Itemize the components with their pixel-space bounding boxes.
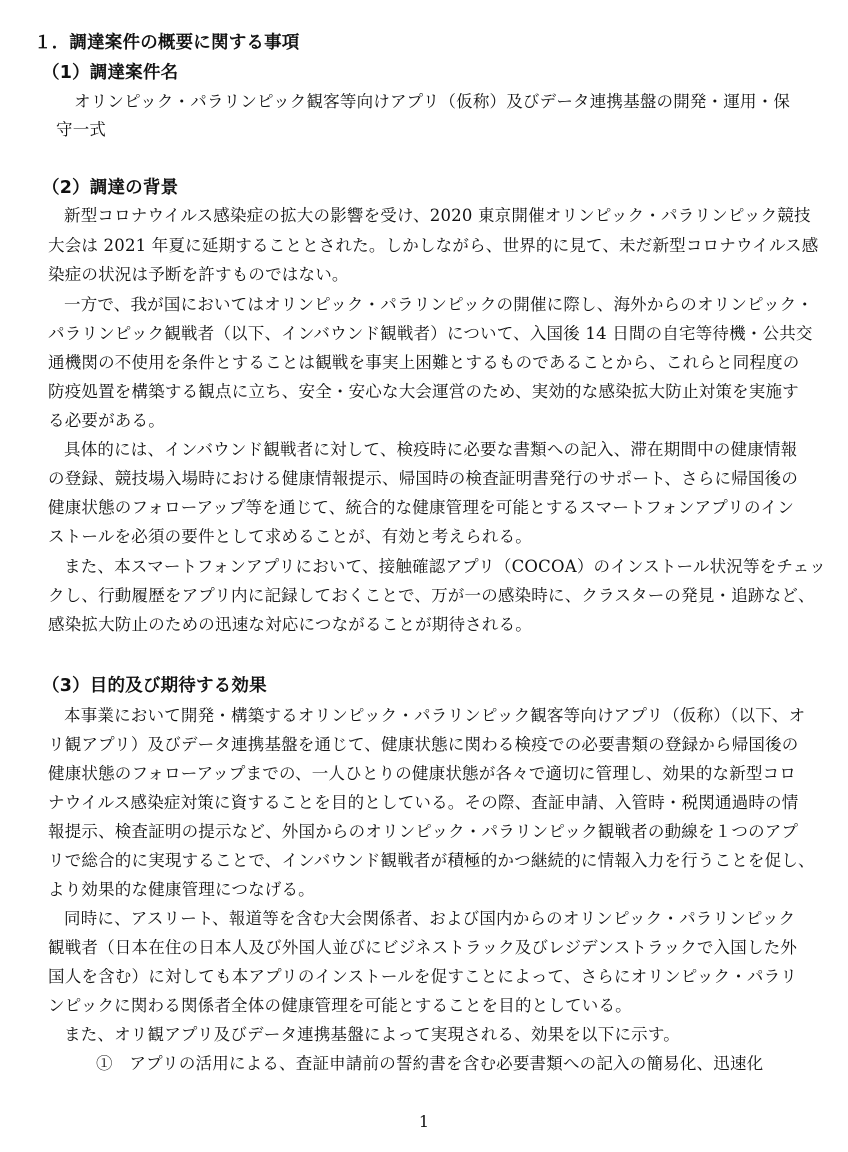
paragraph-line: また、本スマートフォンアプリにおいて、接触確認アプリ（COCOA）のインストール状況等をチェッ — [64, 557, 826, 576]
paragraph-line: 国人を含む）に対しても本アプリのインストールを促すことによって、さらにオリンピック・パラリ — [48, 967, 798, 986]
subsection-3-title: （3）目的及び期待する効果 — [42, 676, 267, 696]
paragraph-line: 染症の状況は予断を許すものではない。 — [48, 265, 349, 284]
paragraph-line: オリンピック・パラリンピック観客等向けアプリ（仮称）及びデータ連携基盤の開発・運用・保 — [74, 92, 791, 111]
paragraph-line: 守一式 — [56, 120, 107, 139]
paragraph-line: 健康状態のフォローアップまでの、一人ひとりの健康状態が各々で適切に管理し、効果的な新型コロ — [48, 764, 797, 783]
paragraph-line: 新型コロナウイルス感染症の拡大の影響を受け、2020 東京開催オリンピック・パラリンピック競技 — [64, 206, 811, 225]
paragraph-line: リで総合的に実現することで、インバウンド観戦者が積極的かつ継続的に情報入力を行うことを促し、 — [48, 851, 815, 870]
paragraph-line: パラリンピック観戦者（以下、インバウンド観戦者）について、入国後 14 日間の自宅等待機・公共交 — [48, 324, 813, 343]
paragraph-line: 防疫処置を構築する観点に立ち、安全・安心な大会運営のため、実効的な感染拡大防止対策を実施す — [48, 382, 799, 401]
subsection-1-title: （1）調達案件名 — [42, 63, 179, 83]
page-number: 1 — [418, 1112, 430, 1131]
section-1-title: １．調達案件の概要に関する事項 — [34, 33, 300, 53]
paragraph-line: より効果的な健康管理につなげる。 — [48, 880, 315, 899]
paragraph-line: ストールを必須の要件として求めることが、有効と考えられる。 — [48, 527, 532, 546]
paragraph-line: クし、行動履歴をアプリ内に記録しておくことで、万が一の感染時に、クラスターの発見・追跡など、 — [48, 586, 815, 605]
paragraph-line: 通機関の不使用を条件とすることは観戦を事実上困難とするものであることから、これらと同程度の — [48, 353, 800, 372]
paragraph-line: 健康状態のフォローアップ等を通じて、統合的な健康管理を可能とするスマートフォンアプリのイン — [48, 498, 795, 517]
paragraph-line: 具体的には、インバウンド観戦者に対して、検疫時に必要な書類への記入、滞在期間中の健康情報 — [64, 440, 798, 459]
list-item: ① アプリの活用による、査証申請前の誓約書を含む必要書類への記入の簡易化、迅速化 — [96, 1054, 764, 1073]
paragraph-line: の登録、競技場入場時における健康情報提示、帰国時の検査証明書発行のサポート、さらに帰国後の — [48, 469, 799, 488]
subsection-2-title: （2）調達の背景 — [42, 178, 179, 198]
paragraph-line: 本事業において開発・構築するオリンピック・パラリンピック観客等向けアプリ（仮称）（以下、オ — [64, 706, 806, 725]
paragraph-line: る必要がある。 — [48, 411, 165, 430]
paragraph-line: ンピックに関わる関係者全体の健康管理を可能とすることを目的としている。 — [48, 996, 632, 1015]
paragraph-line: ナウイルス感染症対策に資することを目的としている。その際、査証申請、入管時・税関通過時の情 — [48, 793, 799, 812]
paragraph-line: 大会は 2021 年夏に延期することとされた。しかしながら、世界的に見て、未だ新型コロナウイルス感 — [48, 236, 819, 255]
paragraph-line: 報提示、検査証明の提示など、外国からのオリンピック・パラリンピック観戦者の動線を１つのアプ — [48, 822, 799, 841]
paragraph-line: リ観アプリ）及びデータ連携基盤を通じて、健康状態に関わる検疫での必要書類の登録から帰国後の — [48, 735, 799, 754]
paragraph-line: 同時に、アスリート、報道等を含む大会関係者、および国内からのオリンピック・パラリンピック — [64, 909, 796, 928]
paragraph-line: 一方で、我が国においてはオリンピック・パラリンピックの開催に際し、海外からのオリンピック・ — [64, 295, 814, 314]
paragraph-line: 観戦者（日本在住の日本人及び外国人並びにビジネストラック及びレジデンストラックで入国した外 — [48, 938, 798, 957]
paragraph-line: また、オリ観アプリ及びデータ連携基盤によって実現される、効果を以下に示す。 — [64, 1025, 680, 1044]
paragraph-line: 感染拡大防止のための迅速な対応につながることが期待される。 — [48, 615, 532, 634]
